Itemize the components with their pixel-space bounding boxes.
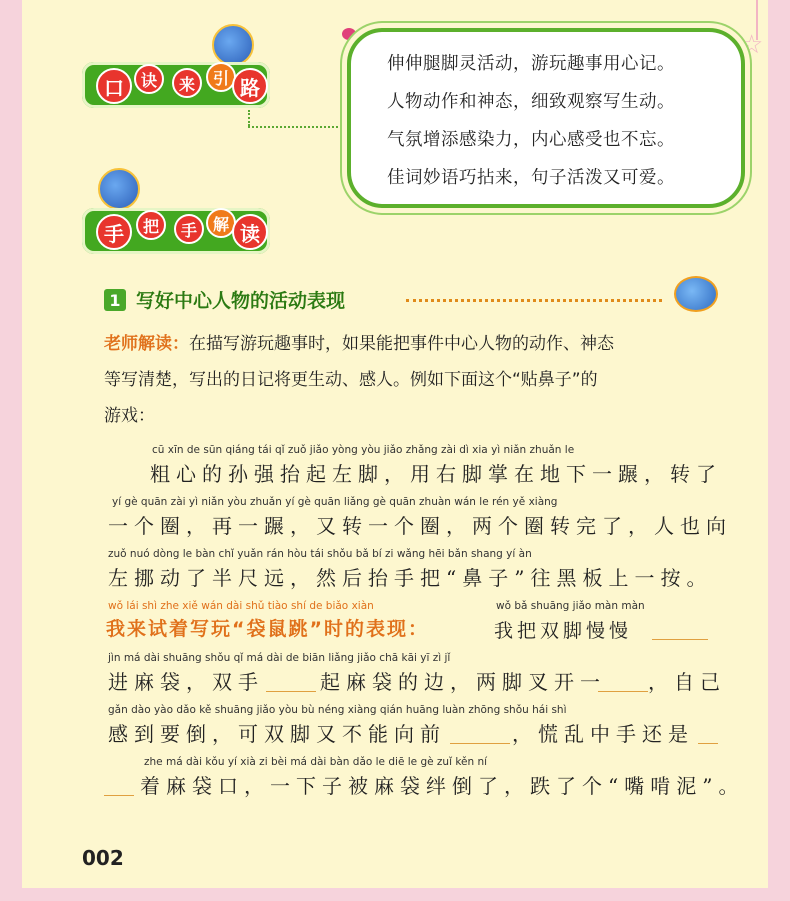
hanzi: 起麻袋的边，两脚叉开一 [320,670,606,694]
teacher-line-1 [104,336,744,353]
fish-mascot-icon [674,276,718,312]
answer-blank[interactable] [598,690,648,692]
exercise-row [104,704,724,756]
pinyin: zuǒ nuó dòng le bàn chǐ yuǎn rán hòu tái shǒu bǎ bí zi wǎng hēi bǎn shang yí àn [108,548,532,560]
badge-char: 手 [174,214,204,244]
pinyin: wǒ lái shì zhe xiě wán dài shǔ tiào shí de biǎo xiàn [108,600,374,612]
connector [248,126,350,128]
star-icon: ☆ [740,30,764,60]
example-row [104,444,724,496]
answer-blank[interactable] [104,794,134,796]
teacher-label: 老师解读： [104,334,189,354]
example-row [104,496,732,548]
badge-char: 引 [206,62,236,92]
pinyin: zhe má dài kǒu yí xià zi bèi má dài bàn dǎo le diē le gè zuǐ kěn ní [144,756,488,768]
badge-char: 来 [172,68,202,98]
teacher-line-2: 等写清楚，写出的日记将更生动、感人。例如下面这个“贴鼻子”的 [104,370,598,390]
section-divider [406,299,662,302]
rhyme-box [347,28,745,208]
pinyin: jìn má dài shuāng shǒu qǐ má dài de biān liǎng jiǎo chā kāi yī zì jǐ [108,652,451,664]
hanzi: ，自己 [648,670,726,694]
ladybug-icon [342,28,356,40]
section-number: 1 [104,289,126,311]
rhyme-line: 佳词妙语巧拈来，句子活泼又可爱。 [387,168,675,188]
hanzi: 一个圈，再一蹍，又转一个圈，两个圈转完了，人也向 [108,514,732,538]
mascot-icon [212,24,254,66]
teacher-text: 在描写游玩趣事时，如果能把事件中心人物的动作、神态 [189,334,614,354]
example-row [104,548,724,600]
pinyin: yí gè quān zài yì niǎn yòu zhuǎn yí gè quān liǎng gè quān zhuàn wán le rén yě xiàng [112,496,558,508]
badge-char: 口 [96,68,132,104]
page [22,0,768,888]
hanzi: 进麻袋，双手 [108,670,264,694]
rhyme-line: 气氛增添感染力，内心感受也不忘。 [387,130,675,150]
answer-blank[interactable] [698,742,718,744]
badge-petals [82,208,270,254]
mascot-icon [98,168,140,210]
answer-blank[interactable] [266,690,316,692]
hanzi: ，慌乱中手还是 [512,722,694,746]
hanzi: 着麻袋口，一下子被麻袋绊倒了，跌了个“嘴啃泥”。 [140,774,745,798]
connector [248,110,250,126]
answer-blank[interactable] [450,742,510,744]
pinyin: cū xīn de sūn qiáng tái qǐ zuǒ jiǎo yòng yòu jiǎo zhǎng zài dì xia yì niǎn zhuǎn le [152,444,575,456]
pinyin: wǒ bǎ shuāng jiǎo màn màn [496,600,645,612]
exercise-row [104,652,724,704]
exercise-row [104,600,724,652]
exercise-row [104,756,745,808]
section-title: 写好中心人物的活动表现 [136,290,346,312]
exercise-label: 我来试着写玩“袋鼠跳”时的表现： [106,618,429,640]
hanzi: 感到要倒，可双脚又不能向前 [108,722,446,746]
page-number: 002 [82,846,124,870]
badge-char: 读 [232,214,268,250]
hanzi: 我把双脚慢慢 [494,620,633,642]
teacher-line-3: 游戏： [104,406,155,426]
hanzi: 左挪动了半尺远，然后抬手把“鼻子”往黑板上一按。 [108,566,713,590]
rhyme-line: 伸伸腿脚灵活动，游玩趣事用心记。 [387,54,675,74]
badge-char: 手 [96,214,132,250]
badge-char: 把 [136,210,166,240]
badge-char: 解 [206,208,236,238]
pinyin: gǎn dào yào dǎo kě shuāng jiǎo yòu bù néng xiàng qián huāng luàn zhōng shǒu hái shì [108,704,567,716]
answer-blank[interactable] [652,638,708,640]
badge-char: 诀 [134,64,164,94]
badge-petals [82,62,270,108]
rhyme-line: 人物动作和神态，细致观察写生动。 [387,92,675,112]
badge-char: 路 [232,68,268,104]
hanzi: 粗心的孙强抬起左脚，用右脚掌在地下一蹍，转了 [150,462,722,486]
